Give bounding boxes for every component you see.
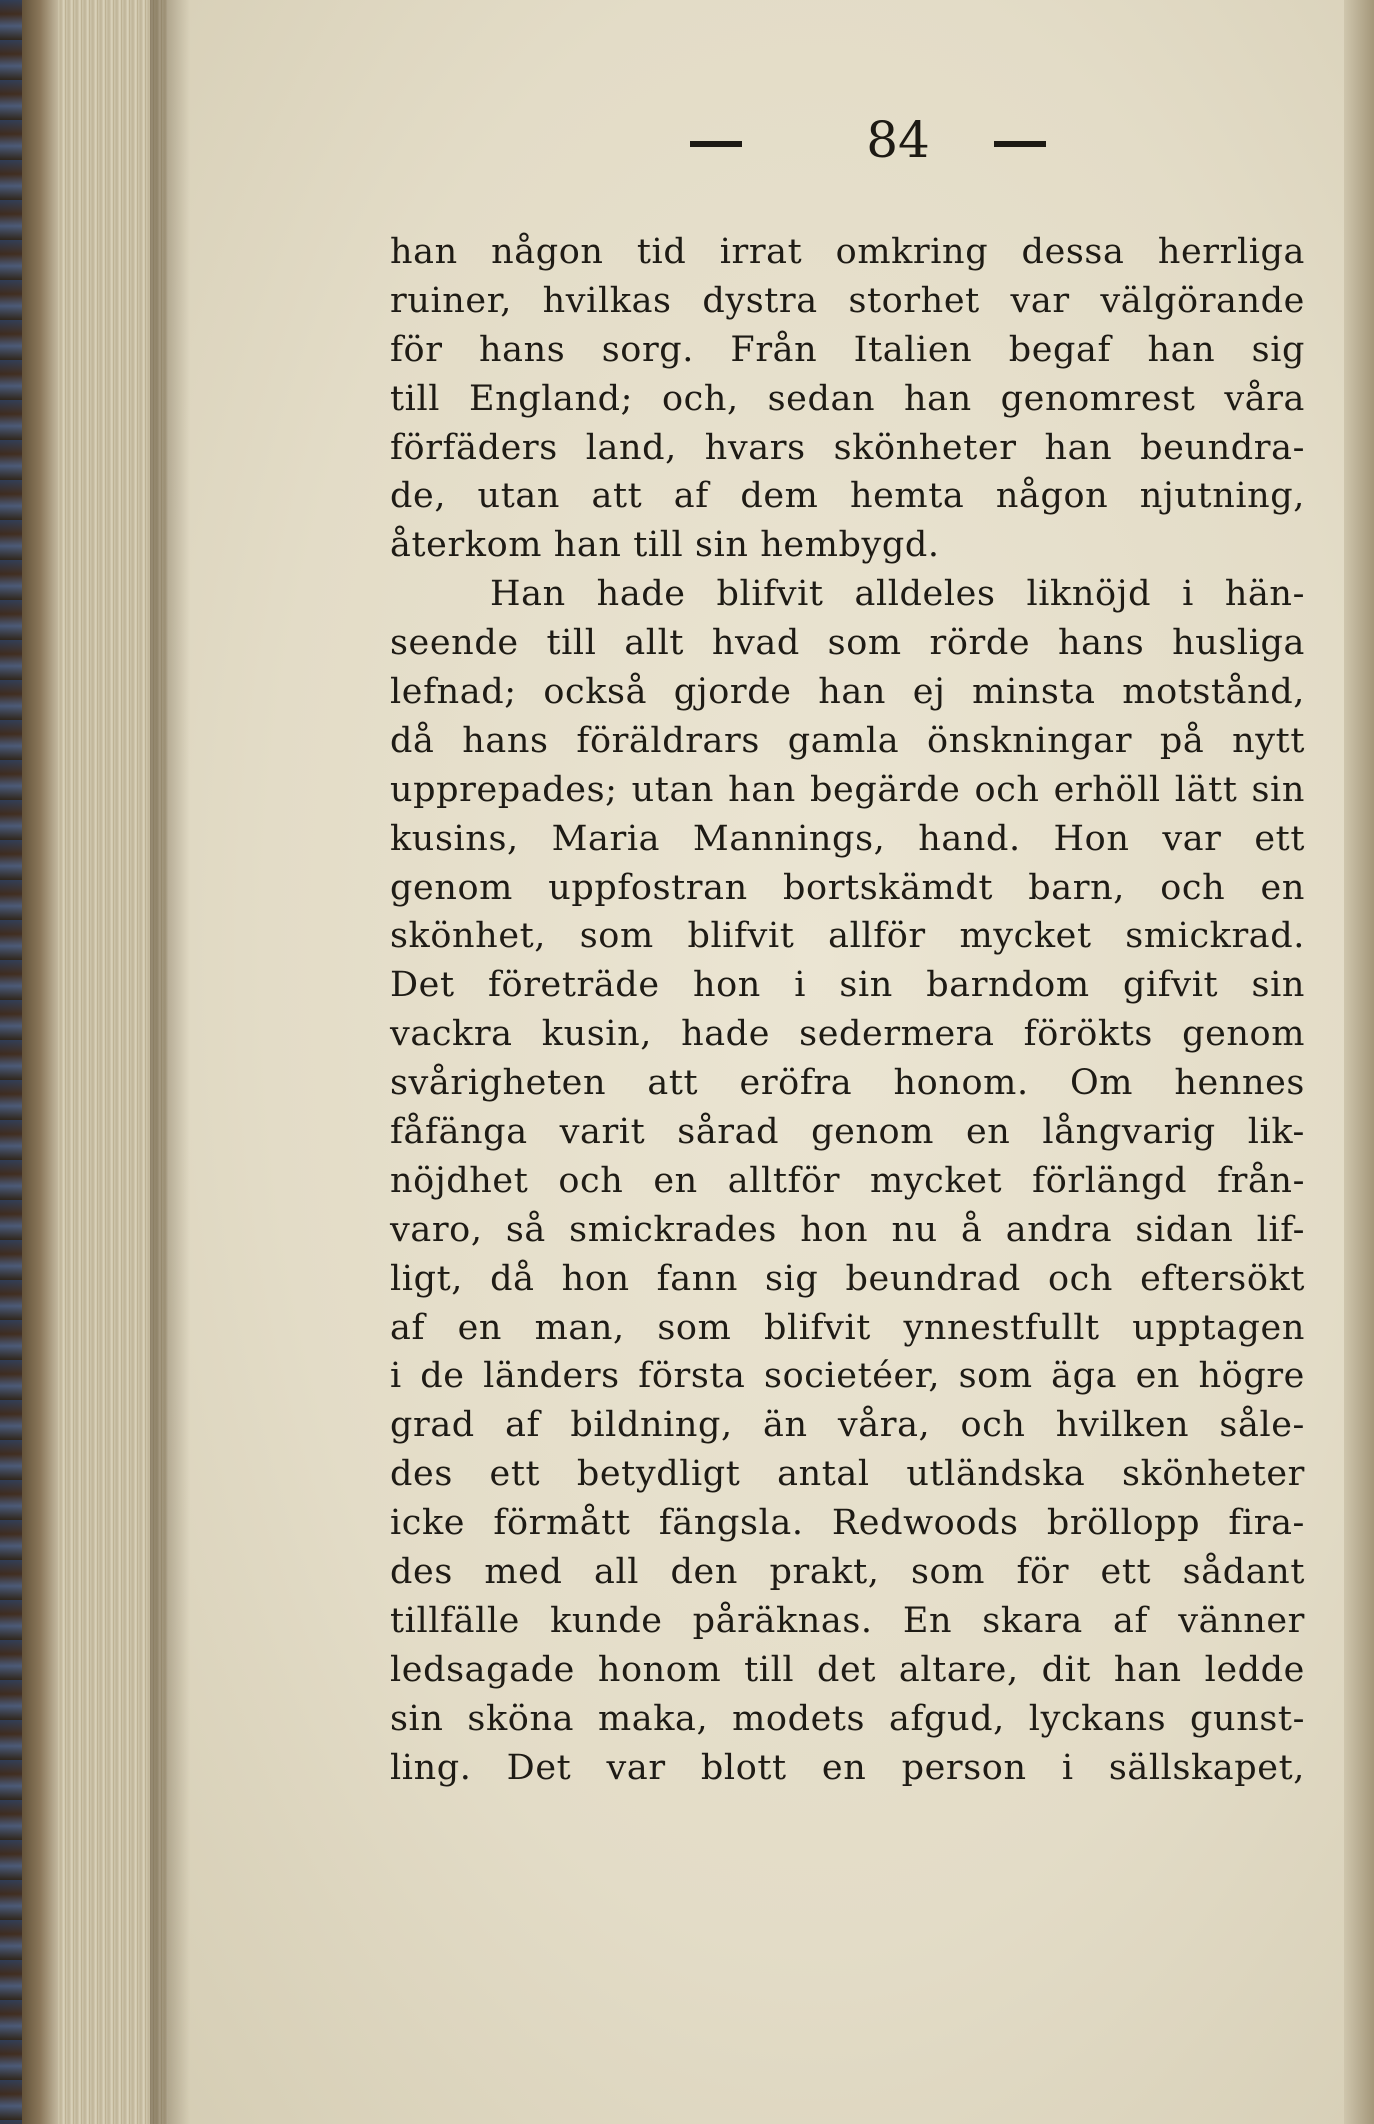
text-line: vackra kusin, hade sedermera förökts genom [390, 1014, 1305, 1055]
text-line: af en man, som blifvit ynnestfullt upptagen [390, 1307, 1305, 1348]
text-line: icke förmått fängsla. Redwoods bröllopp fira- [390, 1503, 1305, 1544]
text-line: ruiner, hvilkas dystra storhet var välgörande [390, 280, 1305, 321]
text-line: tillfälle kunde påräknas. En skara af vänner [390, 1600, 1305, 1641]
text-line: fåfänga varit sårad genom en långvarig lik- [390, 1112, 1305, 1153]
text-line: des med all den prakt, som för ett sådant [390, 1552, 1305, 1593]
text-line: Han hade blifvit alldeles liknöjd i hän- [490, 574, 1305, 615]
text-line: grad af bildning, än våra, och hvilken såle- [390, 1405, 1305, 1446]
text-line: ligt, då hon fann sig beundrad och eftersökt [390, 1258, 1305, 1299]
book-cover-edge [0, 0, 22, 2124]
text-line: des ett betydligt antal utländska skönheter [390, 1454, 1305, 1495]
header-dash-left [690, 141, 742, 147]
text-line: förfäders land, hvars skönheter han beundra- [390, 427, 1305, 468]
header-dash-right [994, 141, 1046, 147]
text-line: för hans sorg. Från Italien begaf han sig [390, 329, 1305, 370]
text-line: till England; och, sedan han genomrest våra [390, 378, 1305, 419]
text-line: nöjdhet och en alltför mycket förlängd från- [390, 1160, 1305, 1201]
text-line: kusins, Maria Mannings, hand. Hon var ett [390, 818, 1305, 859]
text-line: sin sköna maka, modets afgud, lyckans gunst- [390, 1698, 1305, 1739]
text-line: lefnad; också gjorde han ej minsta motstånd, [390, 672, 1305, 713]
text-line: upprepades; utan han begärde och erhöll lätt sin [390, 769, 1305, 810]
text-line: svårigheten att eröfra honom. Om hennes [390, 1063, 1305, 1104]
page-number: 84 [866, 111, 930, 169]
text-line: skönhet, som blifvit allför mycket smickrad. [390, 916, 1305, 957]
text-line: ledsagade honom till det altare, dit han ledde [390, 1649, 1305, 1690]
text-line: ling. Det var blott en person i sällskapet, [390, 1747, 1305, 1788]
text-line: återkom han till sin hembygd. [390, 525, 940, 566]
text-line: genom uppfostran bortskämdt barn, och en [390, 867, 1305, 908]
text-line: seende till allt hvad som rörde hans husliga [390, 623, 1305, 664]
text-line: varo, så smickrades hon nu å andra sidan lif- [390, 1209, 1305, 1250]
text-line: de, utan att af dem hemta någon njutning, [390, 476, 1305, 517]
text-line: Det företräde hon i sin barndom gifvit sin [390, 965, 1305, 1006]
gutter-shadow [150, 0, 190, 2124]
text-line: i de länders första societéer, som äga en högre [390, 1356, 1305, 1397]
body-text [390, 228, 1305, 1793]
text-line: då hans föräldrars gamla önskningar på nytt [390, 720, 1305, 761]
text-line: han någon tid irrat omkring dessa herrliga [390, 232, 1305, 272]
page-header [168, 108, 1344, 178]
page-right-edge [1344, 0, 1374, 2124]
